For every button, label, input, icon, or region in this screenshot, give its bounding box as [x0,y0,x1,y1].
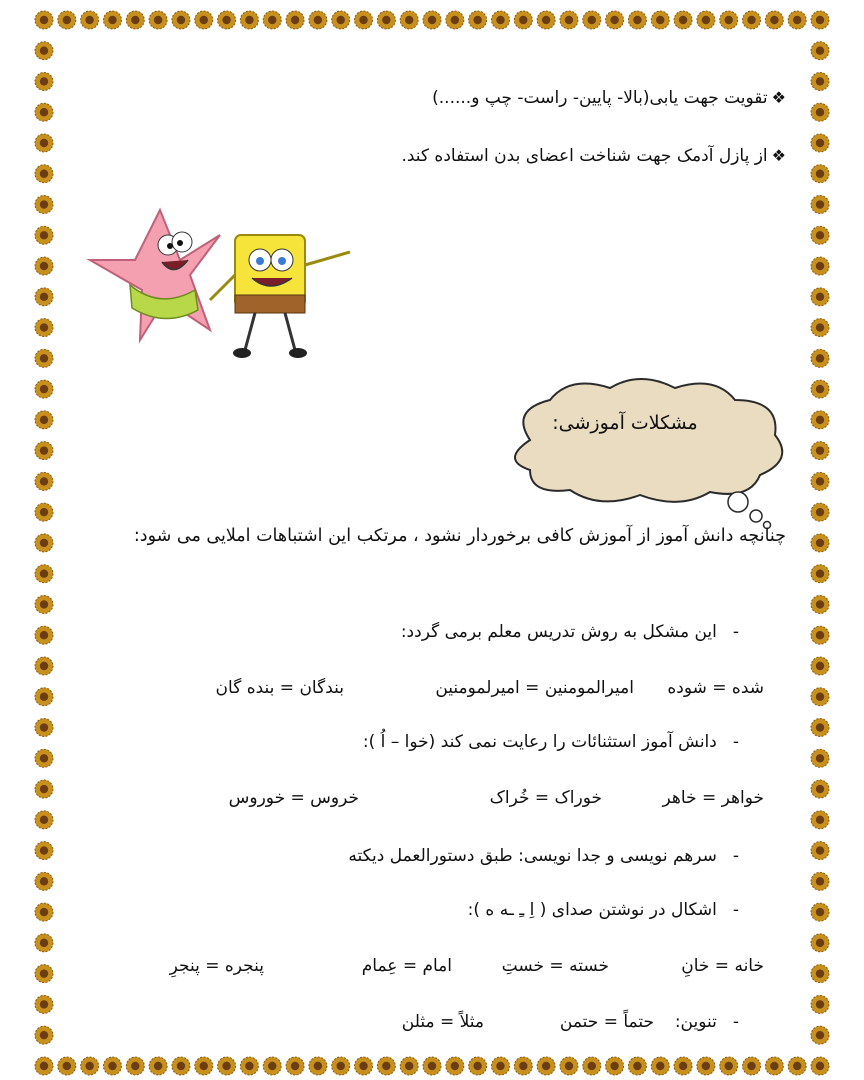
item-line-5: -تنوین: [674,1012,739,1032]
item-line-4: -اشکال در نوشتن صدای ( اِ ـِ ـه ه ): [467,900,739,920]
cartoon-illustration [70,190,370,370]
example-5b: مثلاً = مثلن [401,1012,484,1032]
example-4a: خانه = خانِ [681,956,764,976]
item-line-2: -دانش آموز استثنائات را رعایت نمی کند (خوا – اُ ): [362,732,739,752]
example-4d: پنجره = پنجرِ [169,956,264,976]
yellow-sponge-character-icon [210,235,350,358]
example-4c: امام = عِمام [361,956,452,976]
example-1c: بندگان = بنده گان [215,678,344,698]
thought-cloud-icon [490,370,800,530]
example-2c: خروس = خوروس [228,788,359,808]
example-1a: شده = شوده [667,678,764,698]
intro-paragraph: چنانچه دانش آموز از آموزش کافی برخوردار نشود ، مرتکب این اشتباهات املایی می شود: [133,526,786,546]
example-5a: حتماً = حتمن [559,1012,654,1032]
bullet-line-2: ❖از پازل آدمک جهت شناخت اعضای بدن استفاده کند. [401,146,786,166]
diamond-bullet-icon: ❖ [771,88,786,107]
diamond-bullet-icon: ❖ [771,146,786,165]
example-2b: خوراک = خُراک [489,788,602,808]
example-2a: خواهر = خاهر [662,788,764,808]
cloud-title: مشکلات آموزشی: [552,412,698,434]
item-line-1: -این مشکل به روش تدریس معلم برمی گردد: [400,622,739,642]
example-1b: امیرالمومنین = امیرلمومنین [435,678,634,698]
example-4b: خسته = خستِ [501,956,609,976]
pink-star-character-icon [90,210,220,340]
item-line-3: -سرهم نویسی و جدا نویسی: طبق دستورالعمل دیکته [348,846,739,866]
bullet-line-1: ❖تقویت جهت یابی(بالا- پایین- راست- چپ و......) [432,88,786,108]
